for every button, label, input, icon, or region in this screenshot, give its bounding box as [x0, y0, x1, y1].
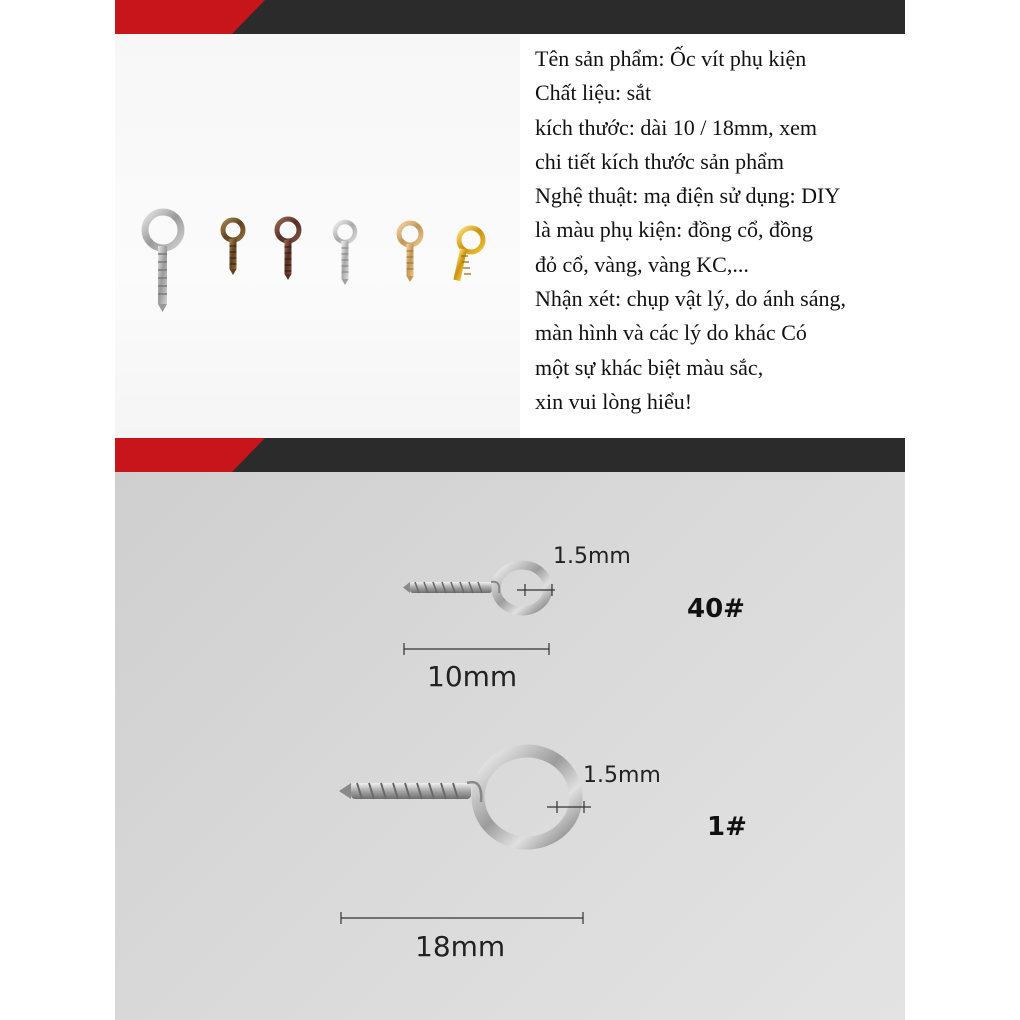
length-line-large [341, 912, 583, 924]
screw-eye-antique-copper [277, 219, 299, 280]
description-line: Tên sản phẩm: Ốc vít phụ kiện [535, 46, 807, 71]
description-line: là màu phụ kiện: đồng cổ, đồng [535, 217, 814, 243]
screw-eye-kc-gold [399, 223, 421, 282]
description-line: một sự khác biệt màu sắc, [535, 354, 764, 380]
length-label-large: 18mm [415, 930, 506, 963]
thickness-label-small: 1.5mm [553, 544, 631, 569]
size-code-small: 40# [687, 594, 745, 624]
screw-eye-gold [453, 228, 483, 281]
middle-band-red-accent [115, 438, 265, 472]
description-line: đỏ cổ, vàng, vàng KC,... [535, 251, 749, 277]
description-line: màn hình và các lý do khác Có [535, 320, 807, 346]
screw-eye-small [403, 565, 548, 611]
thickness-label-large: 1.5mm [583, 763, 661, 788]
description-line: Chất liệu: sắt [535, 80, 652, 106]
size-code-large: 1# [707, 812, 747, 842]
product-description [535, 42, 905, 419]
top-band-red-accent [115, 0, 265, 34]
description-line: chi tiết kích thước sản phẩm [535, 148, 784, 174]
length-label-small: 10mm [427, 660, 518, 693]
description-line: Nghệ thuật: mạ điện sử dụng: DIY [535, 183, 841, 209]
screw-eye-antique-bronze [223, 220, 243, 275]
length-line-small [404, 643, 549, 655]
description-line: Nhận xét: chụp vật lý, do ánh sáng, [535, 286, 846, 312]
screw-eye-large [339, 751, 576, 843]
product-info-panel [115, 34, 905, 438]
description-line: kích thước: dài 10 / 18mm, xem [535, 114, 818, 140]
screw-eyes-lineup [115, 34, 520, 438]
size-diagram [115, 472, 905, 1020]
color-variants-photo [115, 34, 520, 438]
top-header-band [115, 0, 905, 34]
middle-header-band [115, 438, 905, 472]
size-chart-panel [115, 472, 905, 1020]
screw-eye-silver-large [145, 212, 181, 312]
screw-eye-light-silver [335, 222, 355, 285]
description-line: xin vui lòng hiểu! [535, 388, 693, 414]
